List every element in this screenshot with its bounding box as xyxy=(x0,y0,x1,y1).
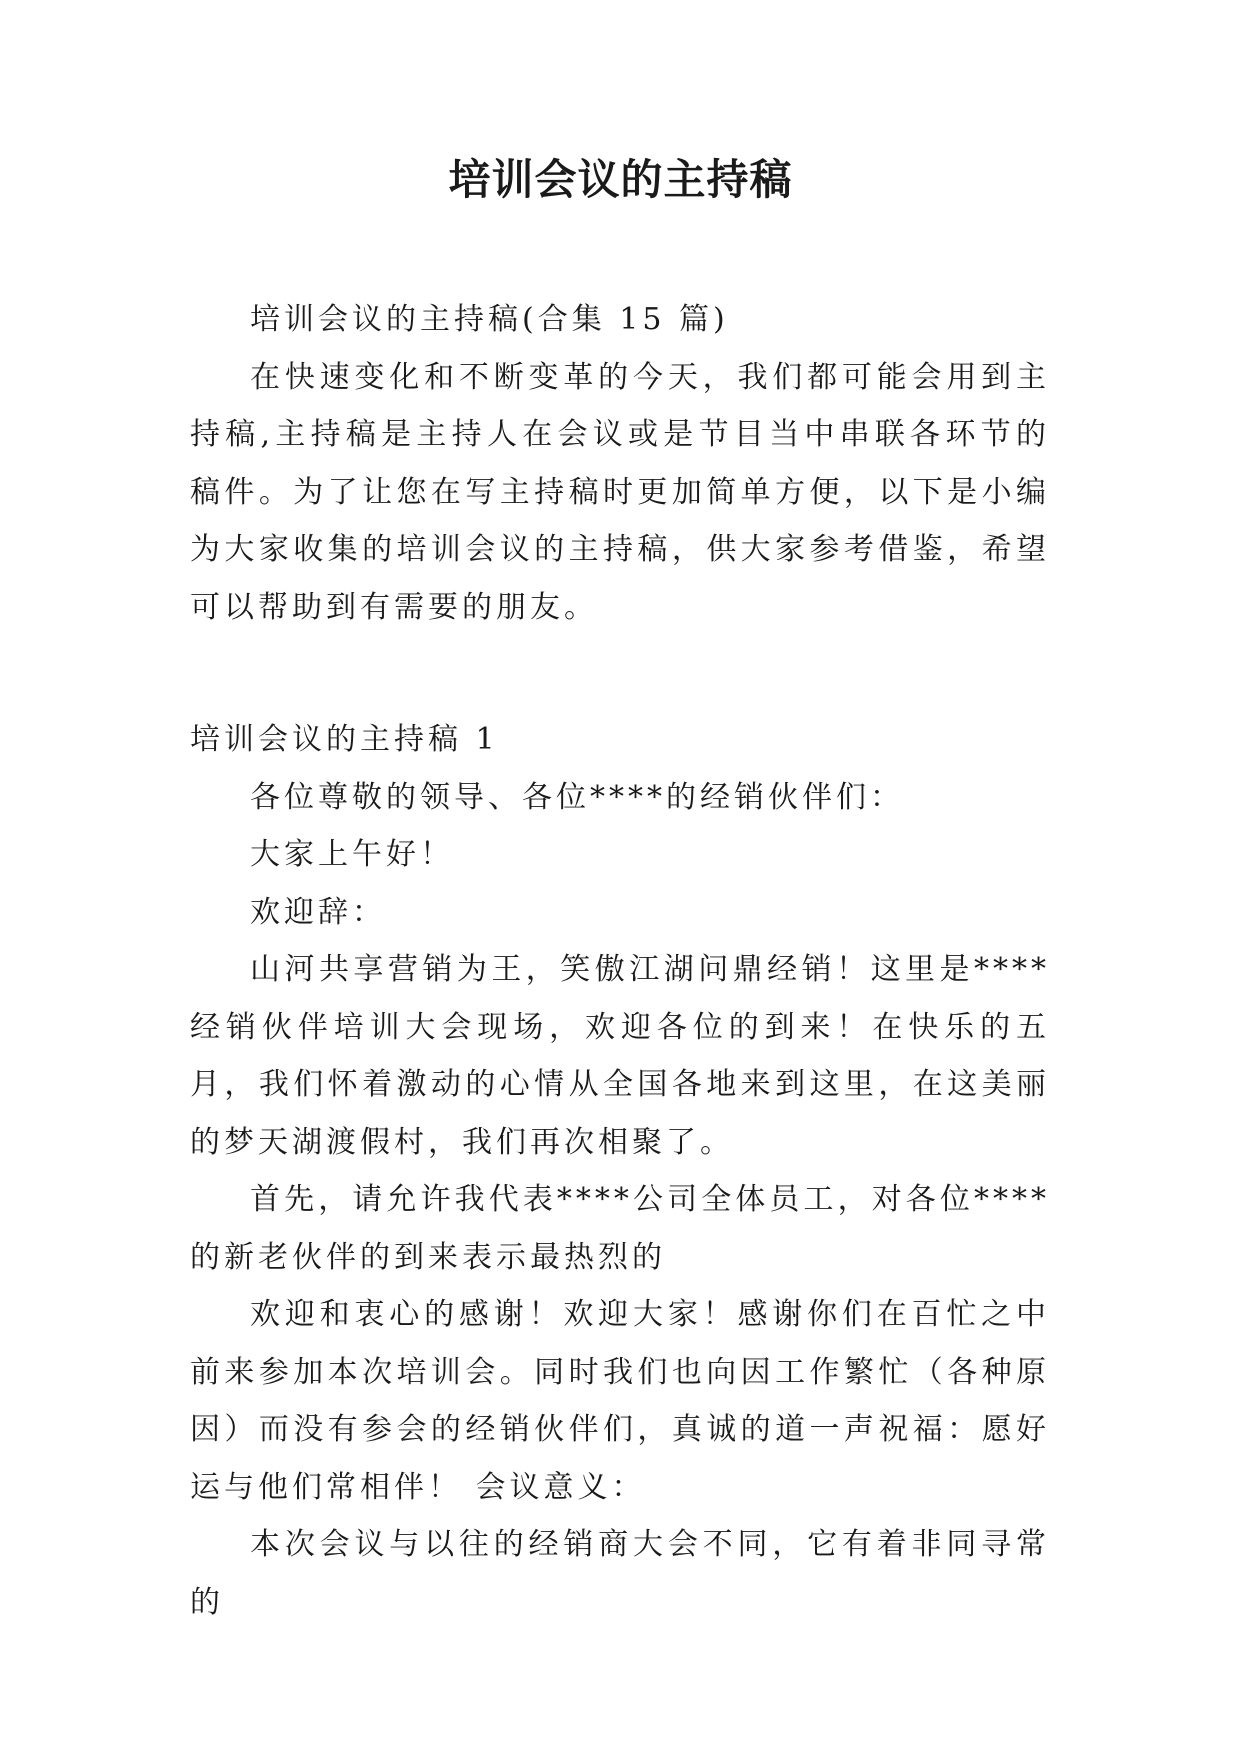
document-body xyxy=(190,291,1050,1631)
document-subtitle: 培训会议的主持稿(合集 15 篇) xyxy=(250,302,729,337)
section-gap xyxy=(190,636,1050,711)
body-paragraph: 本次会议与以往的经销商大会不同，它有着非同寻常的 xyxy=(190,1527,1050,1620)
body-paragraph: 首先，请允许我代表****公司全体员工，对各位****的新老伙伴的到来表示最热烈的 xyxy=(190,1182,1050,1275)
intro-paragraph: 在快速变化和不断变革的今天，我们都可能会用到主持稿,主持稿是主持人在会议或是节目当中串联各环节的稿件。为了让您在写主持稿时更加简单方便，以下是小编为大家收集的培训会议的主持稿，供大家参考借鉴，希望可以帮助到有需要的朋友。 xyxy=(190,359,1050,625)
body-paragraph: 欢迎辞： xyxy=(250,894,386,930)
body-paragraph: 山河共享营销为王，笑傲江湖问鼎经销！这里是****经销伙伴培训大会现场，欢迎各位的到来！在快乐的五月，我们怀着激动的心情从全国各地来到这里，在这美丽的梦天湖渡假村，我们再次相聚了。 xyxy=(190,952,1050,1160)
document-title: 培训会议的主持稿 xyxy=(448,155,793,204)
body-paragraph: 大家上午好！ xyxy=(250,837,454,872)
body-paragraph: 欢迎和衷心的感谢！欢迎大家！感谢你们在百忙之中前来参加本次培训会。同时我们也向因工作繁忙（各种原因）而没有参会的经销伙伴们，真诚的道一声祝福：愿好运与他们常相伴！ 会议意义： xyxy=(190,1297,1050,1505)
section-heading: 培训会议的主持稿 1 xyxy=(190,722,499,757)
body-paragraph: 各位尊敬的领导、各位****的经销伙伴们： xyxy=(250,779,904,815)
